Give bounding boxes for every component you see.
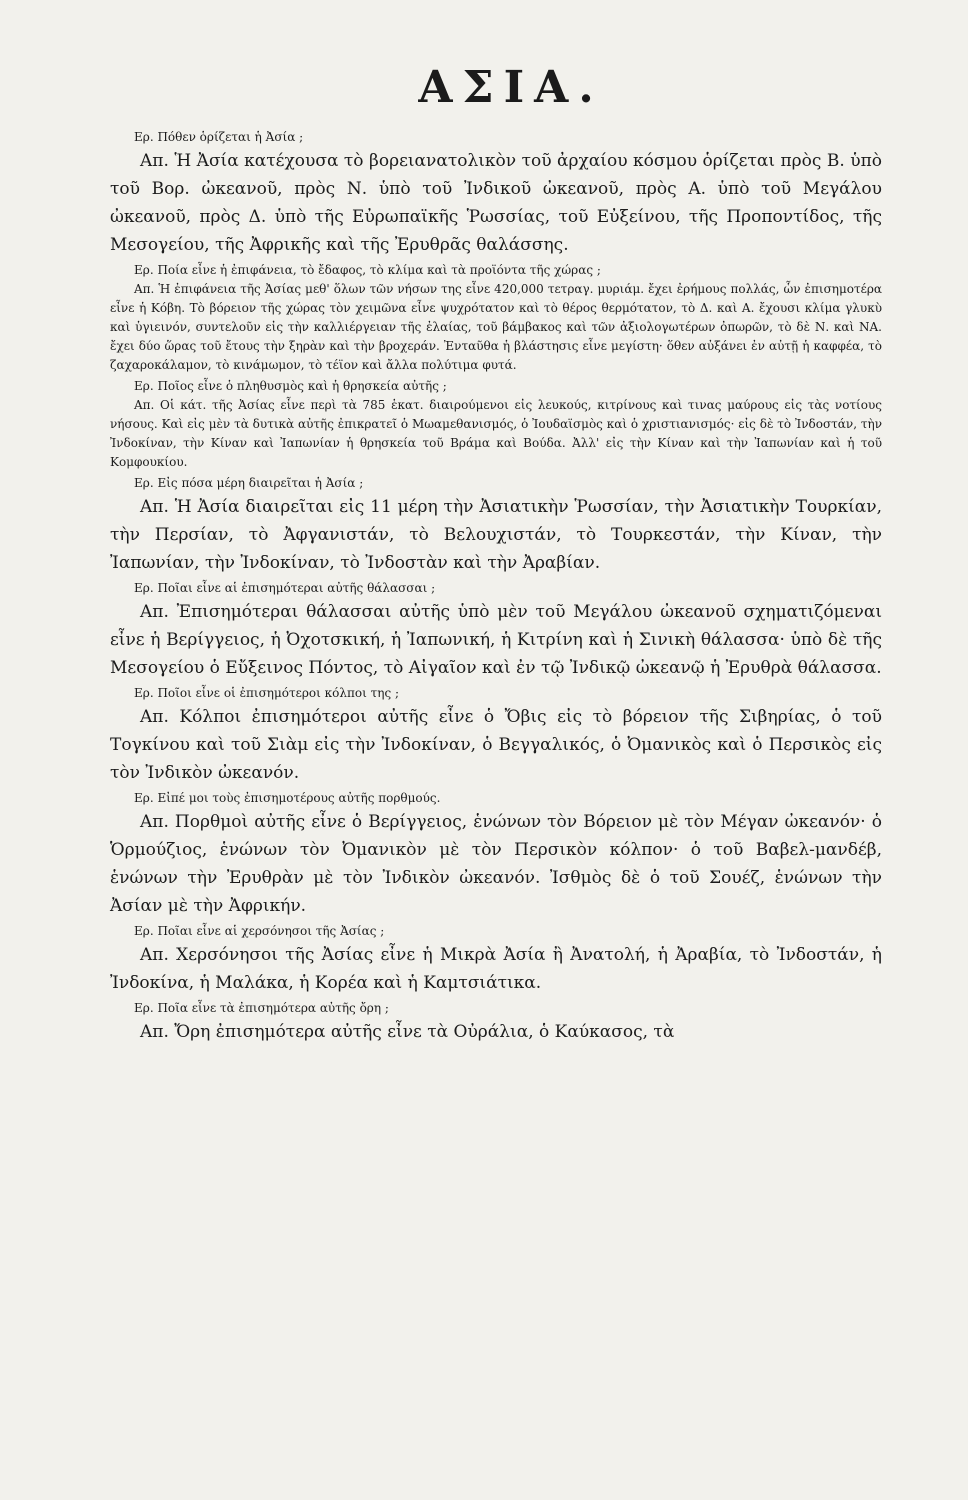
- answer-straits: Απ. Πορθμοὶ αὐτῆς εἶνε ὁ Βερίγγειος, ἑνώνων τὸν Βόρειον μὲ τὸν Μέγαν ὠκεανόν· ὁ Ὁρμούζιος, ἑνώνων τὸν Ὀμανικὸν μὲ τὸν Περσικὸν κόλπον· ὁ τοῦ Βαβελ-μανδέβ, ἑνώνων τὴν Ἐρυθρὰν μὲ τὸν Ἰνδικὸν ὠκεανόν. Ἰσθμὸς δὲ ὁ τοῦ Σουέζ, ἑνώνων τὴν Ἀσίαν μὲ τὴν Ἀφρικήν.: [110, 812, 882, 916]
- answer-divisions: Απ. Ἡ Ἀσία διαιρεῖται εἰς 11 μέρη τὴν Ἀσιατικὴν Ῥωσσίαν, τὴν Ἀσιατικὴν Τουρκίαν, τὴν Περσίαν, τὸ Ἀφγανιστάν, τὸ Βελουχιστάν, τὸ Τουρκεστάν, τὴν Κίναν, τὴν Ἰαπωνίαν, τὴν Ἰνδοκίναν, τὸ Ἰνδοστὰν καὶ τὴν Ἀραβίαν.: [110, 497, 882, 573]
- question-population-religion: Ερ. Ποῖος εἶνε ὁ πληθυσμὸς καὶ ἡ θρησκεία αὐτῆς ;: [134, 379, 447, 393]
- question-straits: Ερ. Εἰπέ μοι τοὺς ἐπισημοτέρους αὐτῆς πορθμούς.: [134, 791, 441, 805]
- answer-peninsulas: Απ. Χερσόνησοι τῆς Ἀσίας εἶνε ἡ Μικρὰ Ἀσία ἢ Ἀνατολή, ἡ Ἀραβία, τὸ Ἰνδοστάν, ἡ Ἰνδοκίνα, ἡ Μαλάκα, ἡ Κορέα καὶ ἡ Καμτσιάτικα.: [110, 945, 882, 993]
- question-gulfs: Ερ. Ποῖοι εἶνε οἱ ἐπισημότεροι κόλποι της ;: [134, 686, 400, 700]
- question-where-bounded: Ερ. Πόθεν ὁρίζεται ἡ Ἀσία ;: [134, 130, 304, 144]
- question-divisions: Ερ. Εἰς πόσα μέρη διαιρεῖται ἡ Ἀσία ;: [134, 476, 364, 490]
- answer-gulfs: Απ. Κόλποι ἐπισημότεροι αὐτῆς εἶνε ὁ Ὄβις εἰς τὸ βόρειον τῆς Σιβηρίας, ὁ τοῦ Τογκίνου καὶ τοῦ Σιὰμ εἰς τὴν Ἰνδοκίναν, ὁ Βεγγαλικός, ὁ Ὀμανικὸς καὶ ὁ Περσικὸς εἰς τὸν Ἰνδικὸν ὠκεανόν.: [110, 707, 882, 783]
- answer-seas: Απ. Ἐπισημότεραι θάλασσαι αὐτῆς ὑπὸ μὲν τοῦ Μεγάλου ὠκεανοῦ σχηματιζόμεναι εἶνε ἡ Βερίγγειος, ἡ Ὀχοτσκική, ἡ Ἰαπωνική, ἡ Κιτρίνη καὶ ἡ Σινικὴ θάλασσα· ὑπὸ δὲ τῆς Μεσογείου ὁ Εὔξεινος Πόντος, τὸ Αἰγαῖον καὶ ἐν τῷ Ἰνδικῷ ὠκεανῷ ἡ Ἐρυθρὰ θάλασσα.: [110, 602, 882, 678]
- question-answer-section: [110, 128, 882, 1046]
- question-surface-climate: Ερ. Ποία εἶνε ἡ ἐπιφάνεια, τὸ ἔδαφος, τὸ κλίμα καὶ τὰ προϊόντα τῆς χώρας ;: [134, 263, 601, 277]
- answer-mountains: Απ. Ὄρη ἐπισημότερα αὐτῆς εἶνε τὰ Οὐράλια, ὁ Καύκασος, τὰ: [140, 1022, 675, 1042]
- question-mountains: Ερ. Ποῖα εἶνε τὰ ἐπισημότερα αὐτῆς ὄρη ;: [134, 1001, 389, 1015]
- question-seas: Ερ. Ποῖαι εἶνε αἱ ἐπισημότεραι αὐτῆς θάλασσαι ;: [134, 581, 436, 595]
- answer-boundaries: Απ. Ἡ Ἀσία κατέχουσα τὸ βορειανατολικὸν τοῦ ἀρχαίου κόσμου ὁρίζεται πρὸς Β. ὑπὸ τοῦ Βορ. ὠκεανοῦ, πρὸς Ν. ὑπὸ τοῦ Ἰνδικοῦ ὠκεανοῦ, πρὸς Α. ὑπὸ τοῦ Μεγάλου ὠκεανοῦ, πρὸς Δ. ὑπὸ τῆς Εὐρωπαϊκῆς Ῥωσσίας, τοῦ Εὐξείνου, τῆς Προποντίδος, τῆς Μεσογείου, τῆς Ἀφρικῆς καὶ τῆς Ἐρυθρᾶς θαλάσσης.: [110, 151, 882, 255]
- answer-population-religion: Απ. Οἱ κάτ. τῆς Ἀσίας εἶνε περὶ τὰ 785 ἑκατ. διαιρούμενοι εἰς λευκούς, κιτρίνους καὶ τινας μαύρους εἰς τὰς νοτίους νήσους. Καὶ εἰς μὲν τὰ δυτικὰ αὐτῆς ἐπικρατεῖ ὁ Μωαμεθανισμός, ὁ Ἰουδαϊσμὸς καὶ ὁ χριστιανισμός· εἰς δὲ τὸ Ἰνδοστάν, τὴν Ἰνδοκίναν, τὴν Κίναν καὶ Ἰαπωνίαν ἡ θρησκεία τοῦ Βράμα καὶ Βούδα. Ἀλλ' εἰς τὴν Κίναν καὶ τὴν Ἰαπωνίαν καὶ ἡ τοῦ Κομφουκίου.: [110, 398, 882, 469]
- page-title: ΑΣΙΑ.: [418, 62, 604, 113]
- answer-surface-climate: Απ. Ἡ ἐπιφάνεια τῆς Ἀσίας μεθ' ὅλων τῶν νήσων της εἶνε 420,000 τετραγ. μυριάμ. ἔχει ἐρήμους πολλάς, ὧν ἐπισημοτέρα εἶνε ἡ Κόβη. Τὸ βόρειον τῆς χώρας τὸν χειμῶνα εἶνε ψυχρότατον καὶ τὸ θέρος θερμότατον, τὸ Δ. καὶ Α. ἔχουσι κλίμα γλυκὺ καὶ ὑγιεινόν, συντελοῦν εἰς τὴν καλλιέργειαν τῆς ἐλαίας, τοῦ βάμβακος καὶ τῶν ἀξιολογωτέρων ὀπωρῶν, τὸ δὲ Ν. καὶ ΝΑ. ἔχει δύο ὥρας τοῦ ἔτους τὴν ξηρὰν καὶ τὴν βροχεράν. Ἐνταῦθα ἡ βλάστησις εἶνε μεγίστη· ὅθεν αὐξάνει ἐν αὐτῇ ἡ καφφέα, τὸ ζαχαροκάλαμον, τὸ κινάμωμον, τὸ τέϊον καὶ ἄλλα πολύτιμα φυτά.: [110, 282, 882, 372]
- question-peninsulas: Ερ. Ποῖαι εἶνε αἱ χερσόνησοι τῆς Ἀσίας ;: [134, 924, 385, 938]
